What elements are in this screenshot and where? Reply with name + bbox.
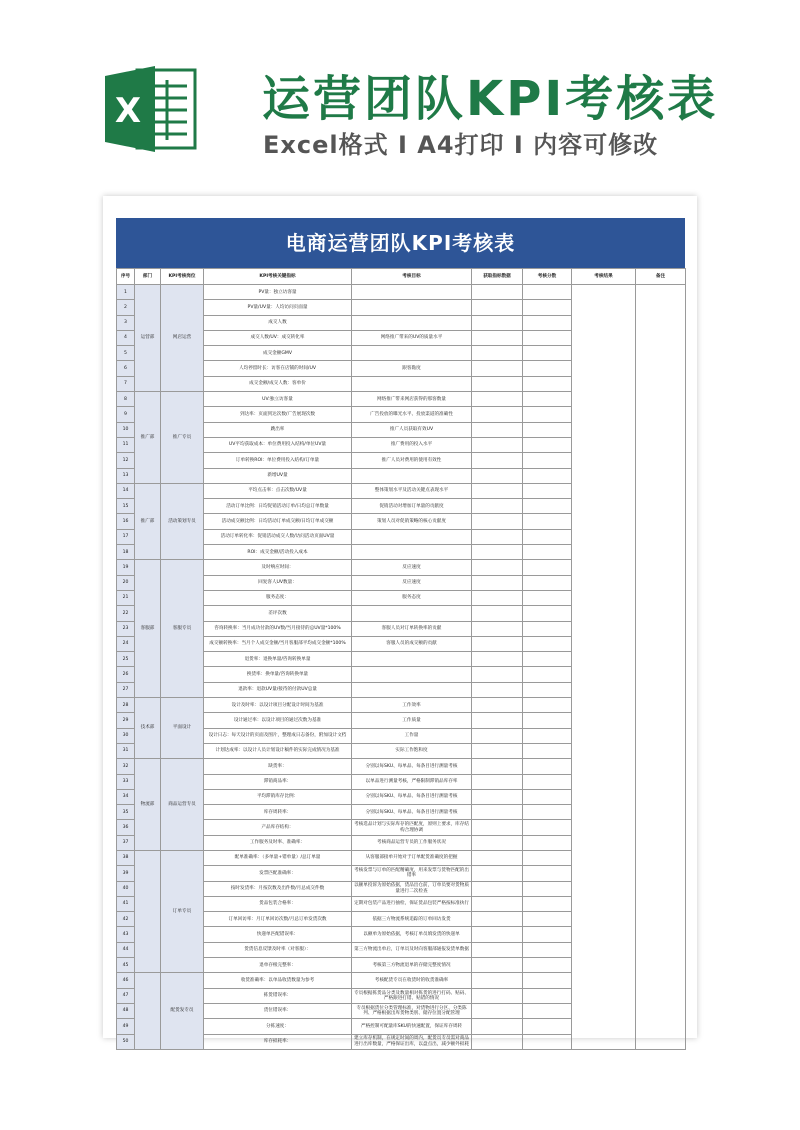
column-header: 考核分数 (523, 269, 572, 285)
score-cell (523, 575, 572, 590)
kpi-indicator-cell: 退单存根完整率： (204, 958, 352, 973)
row-number-cell: 41 (117, 896, 135, 911)
data-source-cell (472, 407, 523, 422)
department-cell: 客服部 (135, 560, 161, 698)
department-cell: 运营部 (135, 285, 161, 392)
data-source-cell (472, 820, 523, 835)
kpi-indicator-cell: 订单转换ROI：单位费用投入结构/订单量 (204, 453, 352, 468)
kpi-indicator-cell: 差评次数 (204, 606, 352, 621)
data-source-cell (472, 315, 523, 330)
position-cell: 客服专员 (161, 560, 204, 698)
kpi-indicator-cell: 成交人数/UV：成交转化率 (204, 330, 352, 345)
kpi-indicator-cell: 工作服务及时率、准确率： (204, 835, 352, 850)
kpi-indicator-cell: 成交额转换率：当月个人成交金额/当月客服部平均成交金额*100% (204, 636, 352, 651)
score-cell (523, 988, 572, 1003)
score-cell (523, 850, 572, 865)
kpi-indicator-cell: 回复客人UV数量： (204, 575, 352, 590)
data-source-cell (472, 621, 523, 636)
assessment-target-cell: 考核选品计划与实际库存的匹配度，原则上要求，库存结构合理协调 (352, 820, 472, 835)
assessment-target-cell (352, 652, 472, 667)
score-cell (523, 958, 572, 973)
table-header-row (117, 269, 686, 285)
score-cell (523, 636, 572, 651)
score-cell (523, 942, 572, 957)
assessment-target-cell: 反应速度 (352, 560, 472, 575)
column-header: 考核结果 (572, 269, 636, 285)
data-source-cell (472, 927, 523, 942)
row-number-cell: 23 (117, 621, 135, 636)
score-cell (523, 835, 572, 850)
row-number-cell: 44 (117, 942, 135, 957)
kpi-indicator-cell: 人均停留时长：访客在店铺的时间/UV (204, 361, 352, 376)
assessment-target-cell: 分别以每SKU、每单品、每条目进行测量考核 (352, 789, 472, 804)
data-source-cell (472, 1019, 523, 1034)
data-source-cell (472, 866, 523, 881)
data-source-cell (472, 285, 523, 300)
kpi-table (116, 268, 686, 1050)
assessment-target-cell: 促销活动对增加订单量的贡献度 (352, 499, 472, 514)
kpi-indicator-cell: 计划达成率：以设计人员计划设计稿件的实际完成情况为基准 (204, 743, 352, 758)
assessment-target-cell: 建立库存机制，在规定时间的周内，配货员专员需对商品进行出库数量，严格保证出库，以盘点出，减少额外损耗 (352, 1034, 472, 1049)
row-number-cell: 25 (117, 652, 135, 667)
assessment-target-cell: 分别以每SKU、每单品、每条目进行测量考核 (352, 759, 472, 774)
row-number-cell: 19 (117, 560, 135, 575)
row-number-cell: 7 (117, 376, 135, 391)
row-number-cell: 6 (117, 361, 135, 376)
kpi-indicator-cell: 活动订单转化率：促销活动成交人数/访问活动页面UV量 (204, 529, 352, 544)
assessment-target-cell: 严格控制可配量库SKU的快速配置，保证库存周转 (352, 1019, 472, 1034)
row-number-cell: 37 (117, 835, 135, 850)
kpi-indicator-cell: 到达率：页面到达次数/广告展现次数 (204, 407, 352, 422)
department-cell: 物流部 (135, 759, 161, 851)
row-number-cell: 4 (117, 330, 135, 345)
assessment-target-cell: 工作效率 (352, 698, 472, 713)
score-cell (523, 774, 572, 789)
page-title: 运营团队KPI考核表 (262, 71, 719, 127)
row-number-cell: 50 (117, 1034, 135, 1049)
row-number-cell: 39 (117, 866, 135, 881)
data-source-cell (472, 652, 523, 667)
assessment-target-cell (352, 606, 472, 621)
assessment-target-cell (352, 315, 472, 330)
row-number-cell: 9 (117, 407, 135, 422)
score-cell (523, 682, 572, 697)
row-number-cell: 49 (117, 1019, 135, 1034)
kpi-table-wrapper (116, 218, 685, 1050)
data-source-cell (472, 590, 523, 605)
score-cell (523, 927, 572, 942)
row-number-cell: 28 (117, 698, 135, 713)
kpi-indicator-cell: ROI：成交金额/活动投入成本 (204, 545, 352, 560)
score-cell (523, 728, 572, 743)
excel-logo-icon (103, 64, 198, 154)
assessment-target-cell: 客服人员的成交额的贡献 (352, 636, 472, 651)
data-source-cell (472, 912, 523, 927)
kpi-indicator-cell: 及时响应时间： (204, 560, 352, 575)
score-cell (523, 973, 572, 988)
score-cell (523, 483, 572, 498)
table-row (117, 285, 686, 300)
assessment-target-cell: 考核配货专员在收货时的收货准确率 (352, 973, 472, 988)
kpi-indicator-cell: 换货率：换单量/咨询转换单量 (204, 667, 352, 682)
score-cell (523, 759, 572, 774)
data-source-cell (472, 759, 523, 774)
row-number-cell: 47 (117, 988, 135, 1003)
kpi-indicator-cell: 产品库存结构： (204, 820, 352, 835)
data-source-cell (472, 560, 523, 575)
assessment-target-cell: 以额单投诉为原始依据，货品出仓前，订单员要对货物质量进行二次检查 (352, 881, 472, 896)
position-cell: 活动策划专员 (161, 483, 204, 559)
kpi-indicator-cell: 按时发货率：月按次数及出件数/月总成交件数 (204, 881, 352, 896)
row-number-cell: 45 (117, 958, 135, 973)
kpi-indicator-cell: 分拣速度： (204, 1019, 352, 1034)
assessment-target-cell: 以额单为原始依据，考核订单员填发货的快递单 (352, 927, 472, 942)
department-cell (135, 850, 161, 972)
score-cell (523, 330, 572, 345)
row-number-cell: 12 (117, 453, 135, 468)
row-number-cell: 31 (117, 743, 135, 758)
row-number-cell: 21 (117, 590, 135, 605)
position-cell: 网店运营 (161, 285, 204, 392)
row-number-cell: 46 (117, 973, 135, 988)
row-number-cell: 17 (117, 529, 135, 544)
data-source-cell (472, 422, 523, 437)
department-cell (135, 973, 161, 1049)
assessment-target-cell: 推广费用的投入水平 (352, 437, 472, 452)
data-source-cell (472, 958, 523, 973)
row-number-cell: 26 (117, 667, 135, 682)
row-number-cell: 3 (117, 315, 135, 330)
row-number-cell: 42 (117, 912, 135, 927)
assessment-target-cell: 网络推广带来的UV的质量水平 (352, 330, 472, 345)
kpi-indicator-cell: 平均滞销库存比例： (204, 789, 352, 804)
spreadsheet-preview (103, 196, 697, 1047)
data-source-cell (472, 942, 523, 957)
remark-cell (636, 285, 686, 1050)
assessment-target-cell: 推广人员对费用的使用有效性 (352, 453, 472, 468)
data-source-cell (472, 483, 523, 498)
data-source-cell (472, 805, 523, 820)
assessment-target-cell: 从客服部接单开始对于订单配货准确度的把握 (352, 850, 472, 865)
position-cell: 商品运营专员 (161, 759, 204, 851)
column-header: 获取指标数据 (472, 269, 523, 285)
data-source-cell (472, 713, 523, 728)
row-number-cell: 30 (117, 728, 135, 743)
kpi-indicator-cell: 成交金额GMV (204, 346, 352, 361)
score-cell (523, 1003, 572, 1018)
kpi-indicator-cell: 成交人数 (204, 315, 352, 330)
score-cell (523, 713, 572, 728)
assessment-target-cell: 策划人员对促销策略的核心贡献度 (352, 514, 472, 529)
kpi-indicator-cell: 快递单匹配错误率： (204, 927, 352, 942)
data-source-cell (472, 636, 523, 651)
score-cell (523, 789, 572, 804)
score-cell (523, 407, 572, 422)
score-cell (523, 285, 572, 300)
kpi-indicator-cell: 跳出率 (204, 422, 352, 437)
row-number-cell: 27 (117, 682, 135, 697)
kpi-indicator-cell: PV量：独立访客量 (204, 285, 352, 300)
kpi-indicator-cell: 收货准确率：以单品收货数量为参考 (204, 973, 352, 988)
data-source-cell (472, 499, 523, 514)
row-number-cell: 33 (117, 774, 135, 789)
assessment-target-cell (352, 376, 472, 391)
sheet-banner: 电商运营团队KPI考核表 (116, 218, 685, 268)
row-number-cell: 15 (117, 499, 135, 514)
row-number-cell: 36 (117, 820, 135, 835)
row-number-cell: 48 (117, 1003, 135, 1018)
score-cell (523, 346, 572, 361)
score-cell (523, 300, 572, 315)
kpi-indicator-cell: 设计及时率：以设计项目分配设计时间为基准 (204, 698, 352, 713)
data-source-cell (472, 346, 523, 361)
score-cell (523, 606, 572, 621)
data-source-cell (472, 468, 523, 483)
kpi-indicator-cell: PV量/UV量：人均访问页面量 (204, 300, 352, 315)
kpi-indicator-cell: 退货率：退换单量/咨询转换单量 (204, 652, 352, 667)
assessment-target-cell: 考核商品运营专员的工作服务状况 (352, 835, 472, 850)
kpi-indicator-cell: UV:独立访客量 (204, 392, 352, 407)
kpi-indicator-cell: 库存周转率： (204, 805, 352, 820)
assessment-target-cell (352, 545, 472, 560)
kpi-indicator-cell: 货位错误率： (204, 1003, 352, 1018)
score-cell (523, 315, 572, 330)
kpi-indicator-cell: 拣货错误率： (204, 988, 352, 1003)
assessment-target-cell (352, 468, 472, 483)
assessment-target-cell: 专员根据拣货品分类及数量相对拣货的进行打码、贴码、严格跟进打错、贴错的情况 (352, 988, 472, 1003)
kpi-indicator-cell: 活动成交额比例：日均活动订单成交额/日均订单成交额 (204, 514, 352, 529)
score-cell (523, 820, 572, 835)
assessment-target-cell: 定期对包装产品进行抽检，保证货品包装严格按标准执行 (352, 896, 472, 911)
column-header: KPI考核关键指标 (204, 269, 352, 285)
assessment-target-cell: 考核第三方物流退单的存储完整度情况 (352, 958, 472, 973)
score-cell (523, 514, 572, 529)
data-source-cell (472, 850, 523, 865)
score-cell (523, 881, 572, 896)
assessment-target-cell: 第三方物流出单后，订单员及时向客服部通报发货单数据 (352, 942, 472, 957)
kpi-indicator-cell: 成交金额/成交人数：客单价 (204, 376, 352, 391)
data-source-cell (472, 774, 523, 789)
row-number-cell: 10 (117, 422, 135, 437)
kpi-indicator-cell: 新增UV量 (204, 468, 352, 483)
row-number-cell: 38 (117, 850, 135, 865)
kpi-table-body (117, 285, 686, 1050)
assessment-target-cell (352, 346, 472, 361)
assessment-target-cell (352, 682, 472, 697)
assessment-target-cell (352, 529, 472, 544)
data-source-cell (472, 392, 523, 407)
row-number-cell: 16 (117, 514, 135, 529)
score-cell (523, 590, 572, 605)
column-header: KPI考核岗位 (161, 269, 204, 285)
row-number-cell: 40 (117, 881, 135, 896)
department-cell: 推广部 (135, 392, 161, 484)
data-source-cell (472, 881, 523, 896)
score-cell (523, 361, 572, 376)
assessment-target-cell: 广告投放的曝光水平、投放渠道的准确性 (352, 407, 472, 422)
page-subtitle: Excel格式 I A4打印 I 内容可修改 (263, 131, 659, 159)
assessment-target-cell: 网络推广带来网店获得的那客数量 (352, 392, 472, 407)
position-cell: 配货发专员 (161, 973, 204, 1049)
score-cell (523, 1019, 572, 1034)
assessment-target-cell: 跟客黏度 (352, 361, 472, 376)
kpi-indicator-cell: 配单准确率：（多单量+错单量）/总订单量 (204, 850, 352, 865)
position-cell: 订单专员 (161, 850, 204, 972)
data-source-cell (472, 667, 523, 682)
kpi-indicator-cell: 库存损耗率： (204, 1034, 352, 1049)
score-cell (523, 805, 572, 820)
row-number-cell: 20 (117, 575, 135, 590)
data-source-cell (472, 988, 523, 1003)
kpi-indicator-cell: 订单回访率：月订单回访次数/月总订单发货次数 (204, 912, 352, 927)
assessment-target-cell: 客服人员对订单转换率的贡献 (352, 621, 472, 636)
assessment-target-cell: 工作量 (352, 728, 472, 743)
assessment-target-cell: 专员根据货位分类管理标准，对货物进行分区、分类陈列、严格根据出库货物类别、储存位置分配管理 (352, 1003, 472, 1018)
assessment-target-cell (352, 300, 472, 315)
kpi-indicator-cell: 货货信息反馈及时率（对客服）： (204, 942, 352, 957)
row-number-cell: 11 (117, 437, 135, 452)
department-cell: 推广部 (135, 483, 161, 559)
data-source-cell (472, 376, 523, 391)
score-cell (523, 621, 572, 636)
kpi-indicator-cell: 发票匹配准确率： (204, 866, 352, 881)
data-source-cell (472, 896, 523, 911)
kpi-indicator-cell: 退款率：退款UV量/接待的付款UV总量 (204, 682, 352, 697)
score-cell (523, 529, 572, 544)
assessment-target-cell: 服务态度 (352, 590, 472, 605)
assessment-target-cell: 反应速度 (352, 575, 472, 590)
data-source-cell (472, 300, 523, 315)
score-cell (523, 698, 572, 713)
data-source-cell (472, 606, 523, 621)
kpi-indicator-cell: 活动订单比例：日均促销活动订单/日均总订单数量 (204, 499, 352, 514)
data-source-cell (472, 973, 523, 988)
score-cell (523, 545, 572, 560)
data-source-cell (472, 361, 523, 376)
score-cell (523, 866, 572, 881)
kpi-indicator-cell: 设计通过率：以设计项目的通过次数为基准 (204, 713, 352, 728)
data-source-cell (472, 575, 523, 590)
assessment-target-cell: 实际工作饱和度 (352, 743, 472, 758)
data-source-cell (472, 728, 523, 743)
kpi-indicator-cell: 咨询转换率：当月成功付款的UV数/当月接待的总UV量*100% (204, 621, 352, 636)
assessment-target-cell: 推广人员获取有效UV (352, 422, 472, 437)
score-cell (523, 468, 572, 483)
row-number-cell: 32 (117, 759, 135, 774)
row-number-cell: 43 (117, 927, 135, 942)
kpi-indicator-cell: UV平均获取成本：单位费用投入结构/单位UV量 (204, 437, 352, 452)
score-cell (523, 560, 572, 575)
score-cell (523, 743, 572, 758)
assessment-target-cell: 以单品进行测量考核，严格限制滞销品库存率 (352, 774, 472, 789)
column-header: 序号 (117, 269, 135, 285)
data-source-cell (472, 545, 523, 560)
data-source-cell (472, 514, 523, 529)
row-number-cell: 14 (117, 483, 135, 498)
kpi-indicator-cell: 设计日志：每天设计的页面及图片，整理成日志备份，附加设计文档 (204, 728, 352, 743)
data-source-cell (472, 437, 523, 452)
data-source-cell (472, 529, 523, 544)
data-source-cell (472, 682, 523, 697)
assessment-target-cell: 考核发票与订单的匹配精确度，用来发票与货物匹配的出错率 (352, 866, 472, 881)
assessment-target-cell: 工作质量 (352, 713, 472, 728)
kpi-indicator-cell: 缺货率： (204, 759, 352, 774)
position-cell: 平面设计 (161, 698, 204, 759)
data-source-cell (472, 1003, 523, 1018)
kpi-indicator-cell: 货品包装合格率： (204, 896, 352, 911)
score-cell (523, 376, 572, 391)
result-cell (572, 285, 636, 1050)
score-cell (523, 437, 572, 452)
row-number-cell: 18 (117, 545, 135, 560)
row-number-cell: 22 (117, 606, 135, 621)
kpi-indicator-cell: 平均点击率：点击次数/UV量 (204, 483, 352, 498)
score-cell (523, 667, 572, 682)
department-cell: 技术部 (135, 698, 161, 759)
excel-logo-letter: X (114, 91, 142, 131)
row-number-cell: 1 (117, 285, 135, 300)
row-number-cell: 34 (117, 789, 135, 804)
score-cell (523, 453, 572, 468)
data-source-cell (472, 330, 523, 345)
score-cell (523, 652, 572, 667)
data-source-cell (472, 789, 523, 804)
assessment-target-cell: 依据三方物流系统追踪的订单回访发货 (352, 912, 472, 927)
kpi-indicator-cell: 滞销商品率： (204, 774, 352, 789)
row-number-cell: 2 (117, 300, 135, 315)
score-cell (523, 912, 572, 927)
score-cell (523, 422, 572, 437)
row-number-cell: 35 (117, 805, 135, 820)
assessment-target-cell (352, 667, 472, 682)
score-cell (523, 896, 572, 911)
assessment-target-cell: 整体策划水平及活动关键点表现水平 (352, 483, 472, 498)
assessment-target-cell: 分别以每SKU、每单品、每条目进行测量考核 (352, 805, 472, 820)
score-cell (523, 1034, 572, 1049)
score-cell (523, 392, 572, 407)
data-source-cell (472, 453, 523, 468)
row-number-cell: 8 (117, 392, 135, 407)
data-source-cell (472, 698, 523, 713)
data-source-cell (472, 1034, 523, 1049)
kpi-indicator-cell: 服务态度： (204, 590, 352, 605)
assessment-target-cell (352, 285, 472, 300)
column-header: 考核目标 (352, 269, 472, 285)
row-number-cell: 24 (117, 636, 135, 651)
score-cell (523, 499, 572, 514)
row-number-cell: 5 (117, 346, 135, 361)
position-cell: 推广专员 (161, 392, 204, 484)
row-number-cell: 13 (117, 468, 135, 483)
column-header: 备注 (636, 269, 686, 285)
data-source-cell (472, 835, 523, 850)
column-header: 部门 (135, 269, 161, 285)
data-source-cell (472, 743, 523, 758)
row-number-cell: 29 (117, 713, 135, 728)
